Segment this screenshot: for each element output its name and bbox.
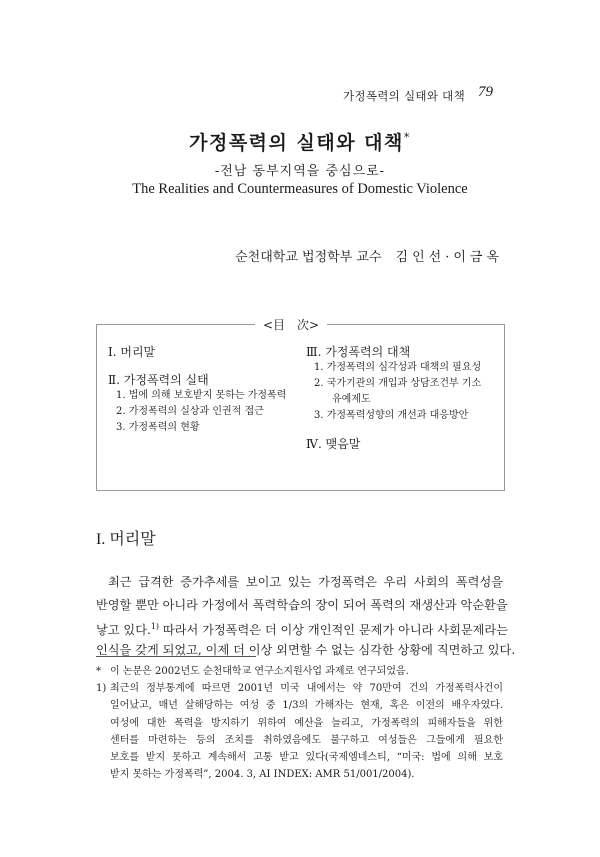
body-line-3b: 따라서 가정폭력은 더 이상 개인적인 문제가 아니라 사회문제라는 <box>159 623 508 637</box>
toc-left-column <box>108 345 298 436</box>
toc-item-3-1[interactable]: 1. 가정폭력의 심각성과 대책의 필요성 <box>314 362 482 373</box>
english-title: The Realities and Countermeasures of Domestic Violence <box>132 181 468 197</box>
title-footnote-mark[interactable]: * <box>403 131 411 144</box>
toc-heading: <目 次> <box>255 316 327 333</box>
toc-section-4[interactable]: Ⅳ. 맺음말 <box>306 437 361 451</box>
author-affiliation: 순천대학교 법정학부 교수 <box>235 250 382 265</box>
footnote-star <box>96 663 503 680</box>
author-names: 김인선·이금옥 <box>395 250 503 265</box>
footnote-1-line-5: 보호를 받지 못하고 계속해서 고통 받고 있다(국제엠네스티, “미국: 법에 의해 보호 <box>110 752 503 764</box>
author-line <box>235 246 503 265</box>
toc-item-2-1[interactable]: 1. 법에 의해 보호받지 못하는 가정폭력 <box>116 390 287 401</box>
body-paragraph <box>96 571 516 661</box>
toc-item-2-3[interactable]: 3. 가정폭력의 현황 <box>116 422 200 433</box>
footnote-1-line-1: 최근의 정부통계에 따르면 2001년 미국 내에서는 약 70만여 건의 가정폭력사건이 <box>110 683 503 695</box>
footnotes <box>96 663 503 783</box>
footnote-1-line-6: 받지 못하는 가정폭력”, 2004. 3, AI INDEX: AMR 51/001/2004). <box>110 769 415 781</box>
body-line-1: 최근 급격한 증가추세를 보이고 있는 가정폭력은 우리 사회의 폭력성을 <box>108 575 503 589</box>
footnote-star-text: 이 논문은 2002년도 순천대학교 연구소지원사업 과제로 연구되었음. <box>110 666 409 677</box>
footnote-1 <box>96 680 503 697</box>
footnote-1-line-3: 여성에 대한 폭력을 방지하기 위하여 예산을 늘리고, 가정폭력의 피해자들을 위한 <box>110 717 503 729</box>
footnote-1-line-4: 센터를 마련하는 등의 조치를 취하였음에도 불구하고 여성들은 그들에게 필요한 <box>110 734 503 746</box>
toc-item-2-2[interactable]: 2. 가정폭력의 실상과 인권적 접근 <box>116 406 264 417</box>
footnote-1-mark: 1) <box>96 683 107 695</box>
footnote-divider <box>96 656 256 657</box>
toc-section-3[interactable]: Ⅲ. 가정폭력의 대책 <box>306 345 411 359</box>
toc-item-3-2[interactable]: 2. 국가기관의 개입과 상담조건부 기소 <box>314 378 482 389</box>
body-line-3 <box>96 616 508 639</box>
title-text: 가정폭력의 실태와 대책 <box>189 132 404 154</box>
toc-section-1[interactable]: Ⅰ. 머리말 <box>108 345 156 359</box>
toc-item-3-3[interactable]: 3. 가정폭력성향의 개선과 대응방안 <box>314 410 469 421</box>
toc-section-2[interactable]: Ⅱ. 가정폭력의 실태 <box>108 373 209 387</box>
toc-right-column <box>306 345 501 452</box>
running-title: 가정폭력의 실태와 대책 <box>343 89 465 103</box>
footnote-ref-1[interactable]: 1) <box>150 622 160 631</box>
body-line-3a: 낳고 있다. <box>96 623 151 637</box>
section-heading: I. 머리말 <box>96 531 156 548</box>
footnote-1-line-2: 일어났고, 매년 살해당하는 여성 중 1/3의 가해자는 현재, 혹은 이전의 배우자였다. <box>110 700 503 712</box>
body-line-4: 인식을 갖게 되었고, 이제 더 이상 외면할 수 없는 심각한 상황에 직면하고 있다. <box>96 642 516 657</box>
footnote-star-mark: * <box>96 666 101 677</box>
page-number: 79 <box>478 84 493 100</box>
toc-item-3-2-cont[interactable]: 유예제도 <box>332 394 371 405</box>
article-title <box>0 128 600 155</box>
body-line-2: 반영할 뿐만 아니라 가정에서 폭력학습의 장이 되어 폭력의 재생산과 악순환을 <box>96 597 508 612</box>
article-subtitle: -전남 동부지역을 중심으로- <box>214 164 386 179</box>
